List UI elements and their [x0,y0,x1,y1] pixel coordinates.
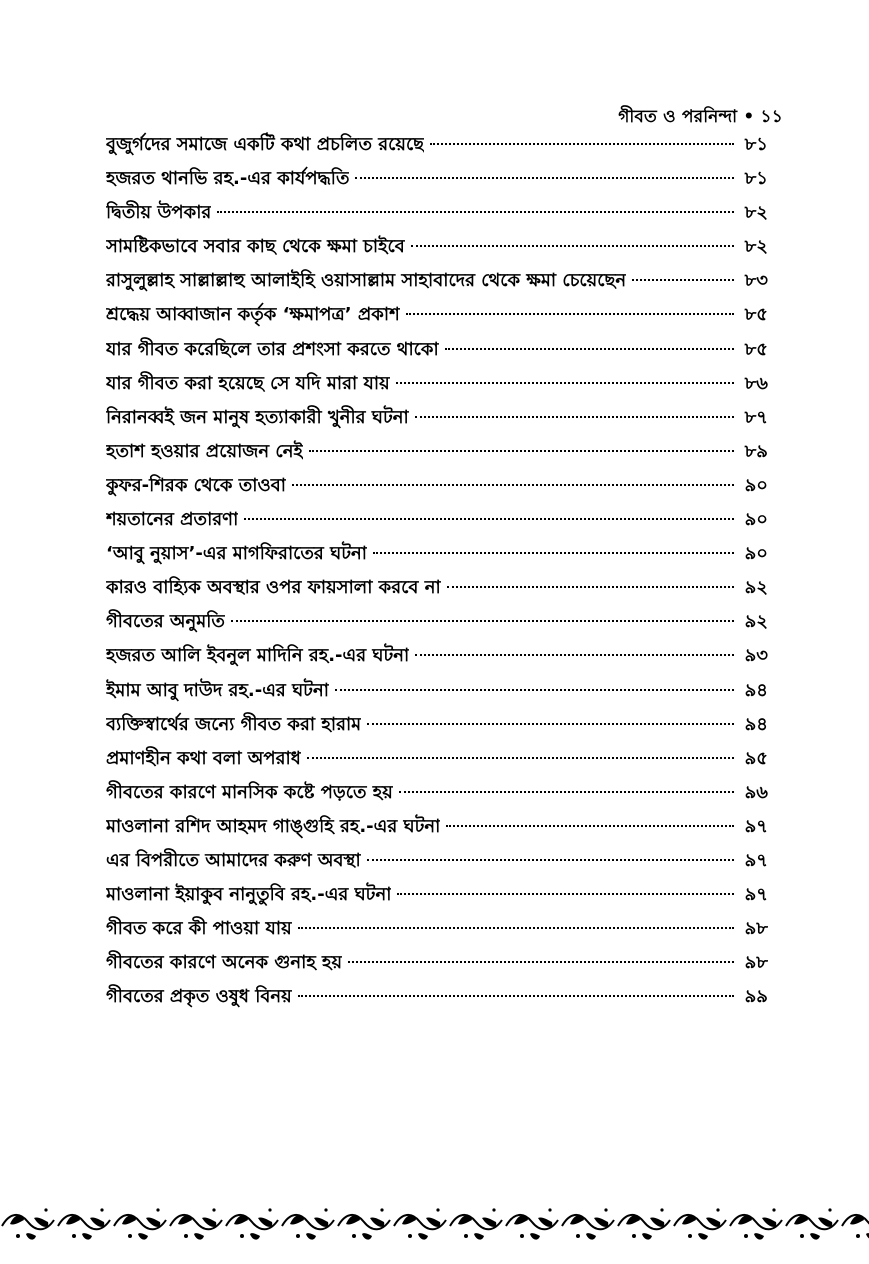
table-of-contents [106,130,768,1016]
running-header: গীবত ও পরনিন্দা • ১১ [618,107,783,127]
toc-entry [106,641,768,675]
toc-entry-title: শয়তানের প্রতারণা [106,509,239,531]
dot-leader [307,757,734,759]
toc-entry [106,948,768,982]
toc-entry-page-number: ৮৬ [744,372,768,394]
toc-entry-page-number: ৮১ [744,134,768,155]
toc-entry-title: যার গীবত করা হয়েছে সে যদি মারা যায় [106,372,390,394]
toc-entry-page-number: ৯৮ [744,918,768,940]
toc-entry [106,914,768,948]
toc-entry-page-number: ৯৬ [744,781,768,803]
toc-entry-title: কারও বাহ্যিক অবস্থার ওপর ফায়সালা করবে না [106,577,441,599]
toc-entry [106,539,768,573]
toc-entry-title: গীবতের প্রকৃত ওষুধ বিনয় [106,986,292,1008]
toc-entry-title: ‘আবু নুয়াস’-এর মাগফিরাতের ঘটনা [106,543,367,565]
dot-leader [298,995,734,997]
toc-entry [106,607,768,641]
toc-entry-title: হজরত থানভি রহ.-এর কার্যপদ্ধতি [106,168,350,190]
toc-entry-page-number: ৯৩ [744,645,768,667]
dot-leader [217,211,734,213]
toc-entry-page-number: ৯২ [744,577,768,599]
toc-entry-title: হজরত আলি ইবনুল মাদিনি রহ.-এর ঘটনা [106,645,410,667]
dot-leader [411,245,734,247]
toc-entry-page-number: ৯৫ [744,747,768,769]
toc-entry-title: গীবতের অনুমতি [106,611,225,633]
toc-entry [106,130,768,164]
dot-leader [396,382,734,384]
toc-entry-title: এর বিপরীতে আমাদের করুণ অবস্থা [106,849,361,871]
toc-entry-page-number: ৯৪ [744,713,768,735]
toc-entry [106,505,768,539]
toc-entry [106,266,768,300]
toc-entry [106,437,768,471]
toc-entry-page-number: ৯৭ [744,884,768,906]
toc-entry-title: গীবতের কারণে মানসিক কষ্টে পড়তে হয় [106,781,393,803]
toc-entry-title: হতাশ হওয়ার প্রয়োজন নেই [106,440,303,462]
dot-leader [373,552,734,554]
toc-entry-title: কুফর-শিরক থেকে তাওবা [106,474,286,496]
toc-entry-title: গীবতের কারণে অনেক গুনাহ হয় [106,952,343,974]
toc-entry-title: ইমাম আবু দাউদ রহ.-এর ঘটনা [106,679,329,701]
dot-leader [348,961,734,963]
dot-leader [335,689,734,691]
toc-entry [106,744,768,778]
toc-entry-page-number: ৯৮ [744,952,768,974]
toc-entry-page-number: ৮৫ [744,338,768,360]
toc-entry-title: মাওলানা রশিদ আহমদ গাঙ্গুহি রহ.-এর ঘটনা [106,815,441,837]
toc-entry [106,778,768,812]
toc-entry-title: রাসুলুল্লাহ সাল্লাল্লাহু আলাইহি ওয়াসাল্লাম সাহাবাদের থেকে ক্ষমা চেয়েছেন [106,270,627,292]
toc-entry-page-number: ৯৭ [744,815,768,837]
toc-entry [106,676,768,710]
toc-entry [106,812,768,846]
toc-entry-page-number: ৮১ [744,168,768,190]
dot-leader [406,313,734,315]
toc-entry-page-number: ৮৯ [744,440,768,462]
toc-entry-page-number: ৮৩ [744,270,768,292]
dot-leader [397,893,734,895]
toc-entry-title: প্রমাণহীন কথা বলা অপরাধ [106,747,301,769]
toc-entry-title: দ্বিতীয় উপকার [106,202,212,224]
toc-entry-title: শ্রদ্ধেয় আব্বাজান কর্তৃক ‘ক্ষমাপত্র’ প্রকাশ [106,304,400,326]
dot-leader [415,416,734,418]
dot-leader [415,654,734,656]
toc-entry [106,880,768,914]
toc-entry-page-number: ৯০ [744,543,768,565]
toc-entry [106,232,768,266]
toc-entry-page-number: ৯০ [744,474,768,496]
toc-entry-title: গীবত করে কী পাওয়া যায় [106,918,292,940]
toc-entry-page-number: ৮৭ [744,406,768,428]
toc-entry [106,471,768,505]
toc-entry [106,198,768,232]
toc-entry-title: ব্যক্তিস্বার্থের জন্যে গীবত করা হারাম [106,713,362,735]
floral-border-ornament [0,1198,869,1244]
dot-leader [231,620,734,622]
toc-entry [106,335,768,369]
toc-entry-page-number: ৮২ [744,236,768,258]
dot-leader [445,348,734,350]
toc-entry [106,164,768,198]
toc-entry [106,710,768,744]
toc-entry [106,846,768,880]
toc-entry-title: মাওলানা ইয়াকুব নানুতুবি রহ.-এর ঘটনা [106,884,392,906]
toc-entry [106,982,768,1016]
toc-entry-title: বুজুর্গদের সমাজে একটি কথা প্রচলিত রয়েছে [106,134,425,155]
dot-leader [298,927,734,929]
dot-leader [244,518,734,520]
dot-leader [367,723,734,725]
dot-leader [355,177,734,179]
dot-leader [292,484,734,486]
toc-entry [106,300,768,334]
dot-leader [399,791,734,793]
toc-entry-page-number: ৯০ [744,509,768,531]
toc-entry-page-number: ৯৯ [744,986,768,1008]
toc-entry-title: যার গীবত করেছিলে তার প্রশংসা করতে থাকো [106,338,439,360]
toc-entry-page-number: ৯৭ [744,849,768,871]
toc-entry-page-number: ৯২ [744,611,768,633]
toc-entry-page-number: ৮২ [744,202,768,224]
dot-leader [430,143,734,145]
toc-entry-page-number: ৮৫ [744,304,768,326]
toc-entry-title: নিরানব্বই জন মানুষ হত্যাকারী খুনীর ঘটনা [106,406,409,428]
dot-leader [632,279,734,281]
toc-entry [106,403,768,437]
dot-leader [309,450,734,452]
dot-leader [447,586,734,588]
toc-entry-page-number: ৯৪ [744,679,768,701]
dot-leader [367,859,734,861]
toc-entry [106,573,768,607]
toc-entry [106,369,768,403]
dot-leader [446,825,734,827]
toc-entry-title: সামষ্টিকভাবে সবার কাছ থেকে ক্ষমা চাইবে [106,236,405,258]
